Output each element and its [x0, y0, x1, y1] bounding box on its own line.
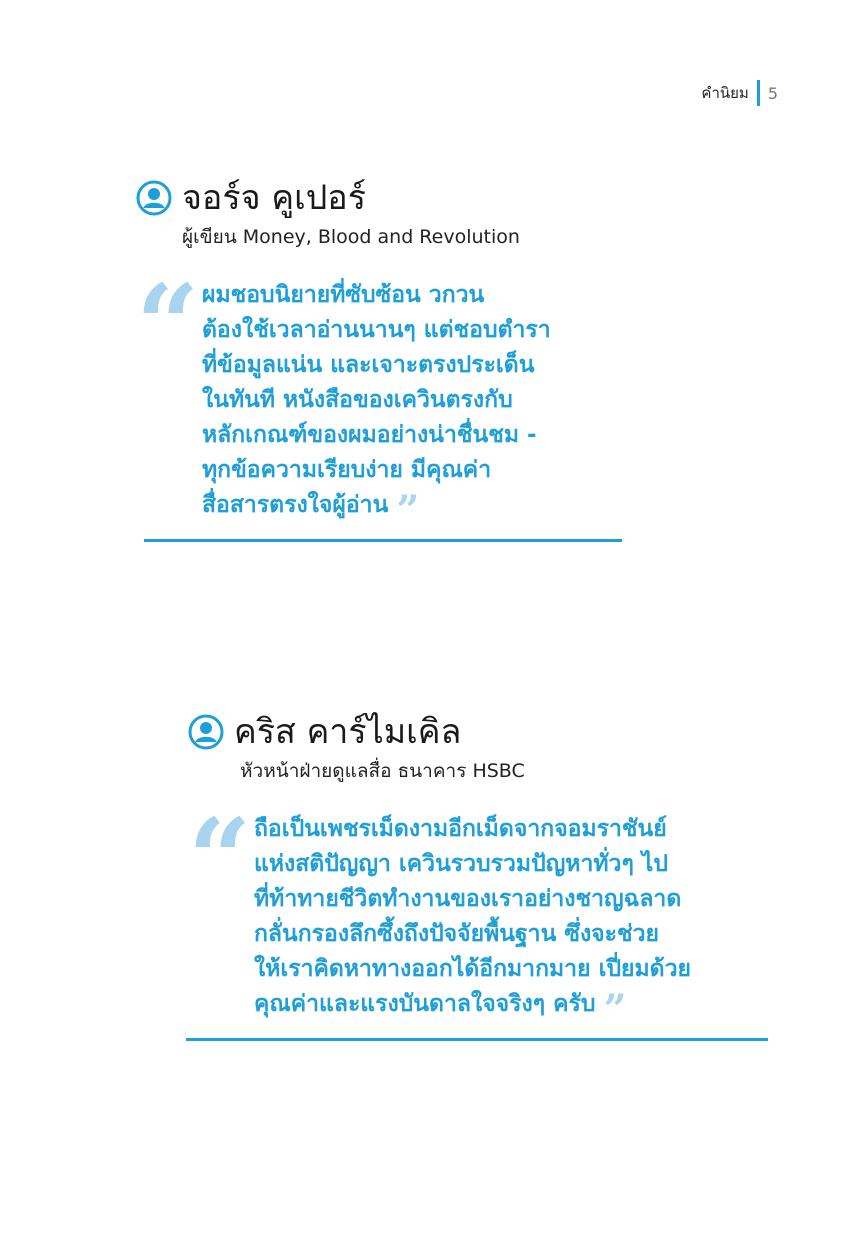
author-role: หัวหน้าฝ่ายดูแลสื่อ ธนาคาร HSBC	[240, 760, 525, 782]
header-divider	[757, 80, 760, 106]
quote-line-last	[202, 487, 636, 534]
quote-line-last	[254, 986, 778, 1033]
quote-text	[254, 812, 778, 1033]
person-icon	[188, 714, 224, 750]
author-name: คริส คาร์ไมเคิล	[234, 712, 462, 752]
author-row	[136, 176, 636, 220]
quote-line: หลักเกณฑ์ของผมอย่างน่าชื่นชม -	[202, 422, 537, 448]
quote-line: สื่อสารตรงใจผู้อ่าน	[202, 492, 389, 518]
close-quote-icon: ”	[603, 986, 627, 1033]
quote-line: กลั่นกรองลึกซึ้งถึงปัจจัยพื้นฐาน ซึ่งจะช่วย	[254, 921, 660, 947]
open-quote-icon: “	[188, 794, 252, 923]
divider-rule	[186, 1038, 768, 1041]
section-title: คำนิยม	[701, 84, 749, 102]
testimonial-chris-carmichael	[188, 710, 778, 1041]
quote-line: คุณค่าและแรงบันดาลใจจริงๆ ครับ	[254, 991, 596, 1017]
author-name: จอร์จ คูเปอร์	[182, 178, 366, 218]
quote-block	[136, 260, 636, 534]
quote-line: แห่งสติปัญญา เควินรวบรวมปัญหาทั่วๆ ไป	[254, 851, 668, 877]
quote-line: ถือเป็นเพชรเม็ดงามอีกเม็ดจากจอมราชันย์	[254, 816, 667, 842]
quote-text	[202, 278, 636, 534]
author-role: ผู้เขียน Money, Blood and Revolution	[182, 226, 520, 248]
page-number: 5	[767, 83, 778, 103]
author-row	[188, 710, 778, 754]
testimonial-george-cooper	[136, 176, 636, 542]
person-icon	[136, 180, 172, 216]
quote-line: ให้เราคิดหาทางออกได้อีกมากมาย เปี่ยมด้วย	[254, 956, 692, 982]
quote-line: ที่ข้อมูลแน่น และเจาะตรงประเด็น	[202, 352, 535, 378]
quote-line: ทุกข้อความเรียบง่าย มีคุณค่า	[202, 457, 492, 483]
quote-line: ต้องใช้เวลาอ่านนานๆ แต่ชอบตำรา	[202, 317, 551, 343]
quote-line: ผมชอบนิยายที่ซับซ้อน วกวน	[202, 282, 485, 308]
close-quote-icon: ”	[396, 487, 420, 534]
quote-block	[188, 794, 778, 1033]
divider-rule	[144, 539, 622, 542]
quote-line: ในทันที หนังสือของเควินตรงกับ	[202, 387, 513, 413]
page-header	[701, 80, 778, 106]
quote-line: ที่ท้าทายชีวิตทำงานของเราอย่างชาญฉลาด	[254, 886, 682, 912]
open-quote-icon: “	[136, 260, 200, 389]
